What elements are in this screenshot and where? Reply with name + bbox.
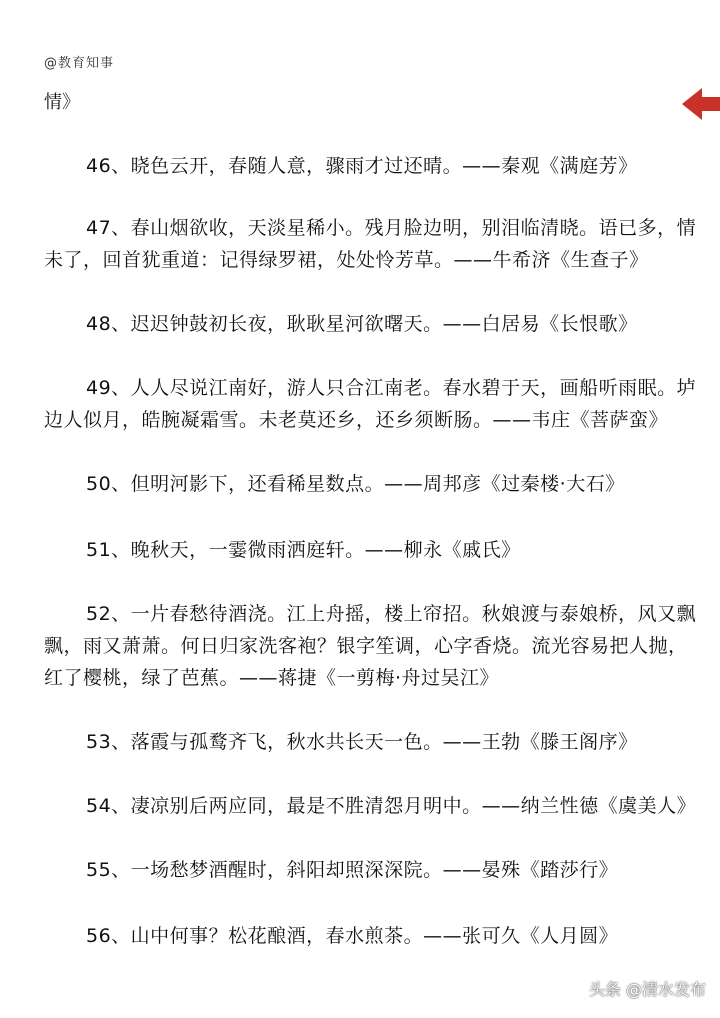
source-watermark: 头条 @清水发布 — [588, 980, 706, 999]
continued-text: 情》 — [44, 92, 80, 113]
poem-entry-51 — [86, 534, 686, 566]
poem-line: 46、晓色云开，春随人意，骤雨才过还晴。——秦观《满庭芳》 — [86, 155, 638, 177]
poem-line: 47、春山烟欲收，天淡星稀小。残月脸边明，别泪临清晓。语已多，情 — [86, 217, 697, 239]
header-tag: @教育知事 — [44, 56, 115, 71]
poem-line: 55、一场愁梦酒醒时，斜阳却照深深院。——晏殊《踏莎行》 — [86, 859, 619, 881]
poem-line: 54、凄凉别后两应同，最是不胜清怨月明中。——纳兰性德《虞美人》 — [86, 795, 697, 817]
poem-entry-48 — [86, 308, 686, 340]
poem-entry-55 — [86, 854, 686, 886]
poem-line: 飘，雨又萧萧。何日归家洗客袍？银字笙调，心字香烧。流光容易把人抛， — [44, 635, 688, 657]
poem-line: 48、迟迟钟鼓初长夜，耿耿星河欲曙天。——白居易《长恨歌》 — [86, 313, 638, 335]
poem-line: 52、一片春愁待酒浇。江上舟摇，楼上帘招。秋娘渡与泰娘桥，风又飘 — [86, 603, 697, 625]
poem-line: 边人似月，皓腕凝霜雪。未老莫还乡，还乡须断肠。——韦庄《菩萨蛮》 — [44, 409, 669, 431]
poem-line: 49、人人尽说江南好，游人只合江南老。春水碧于天，画船听雨眠。垆 — [86, 377, 697, 399]
poem-line: 未了，回首犹重道：记得绿罗裙，处处怜芳草。——牛希济《生查子》 — [44, 249, 649, 271]
poem-line: 50、但明河影下，还看稀星数点。——周邦彦《过秦楼·大石》 — [86, 473, 625, 495]
poem-line: 53、落霞与孤鹜齐飞，秋水共长天一色。——王勃《滕王阁序》 — [86, 731, 638, 753]
poem-entry-50 — [86, 468, 686, 500]
poem-entry-54 — [86, 790, 697, 822]
poem-entry-53 — [86, 726, 686, 758]
poem-entry-56 — [86, 920, 686, 952]
back-arrow-icon[interactable] — [680, 84, 720, 124]
poem-entry-49 — [44, 372, 697, 436]
poem-line: 51、晚秋天，一霎微雨洒庭轩。——柳永《戚氏》 — [86, 539, 521, 561]
poem-line: 红了樱桃，绿了芭蕉。——蒋捷《一剪梅·舟过吴江》 — [44, 667, 500, 689]
poem-entry-47 — [44, 212, 697, 276]
poem-line: 56、山中何事？松花酿酒，春水煎茶。——张可久《人月圆》 — [86, 925, 619, 947]
poem-entry-52 — [44, 598, 697, 694]
poem-entry-46 — [86, 150, 686, 182]
